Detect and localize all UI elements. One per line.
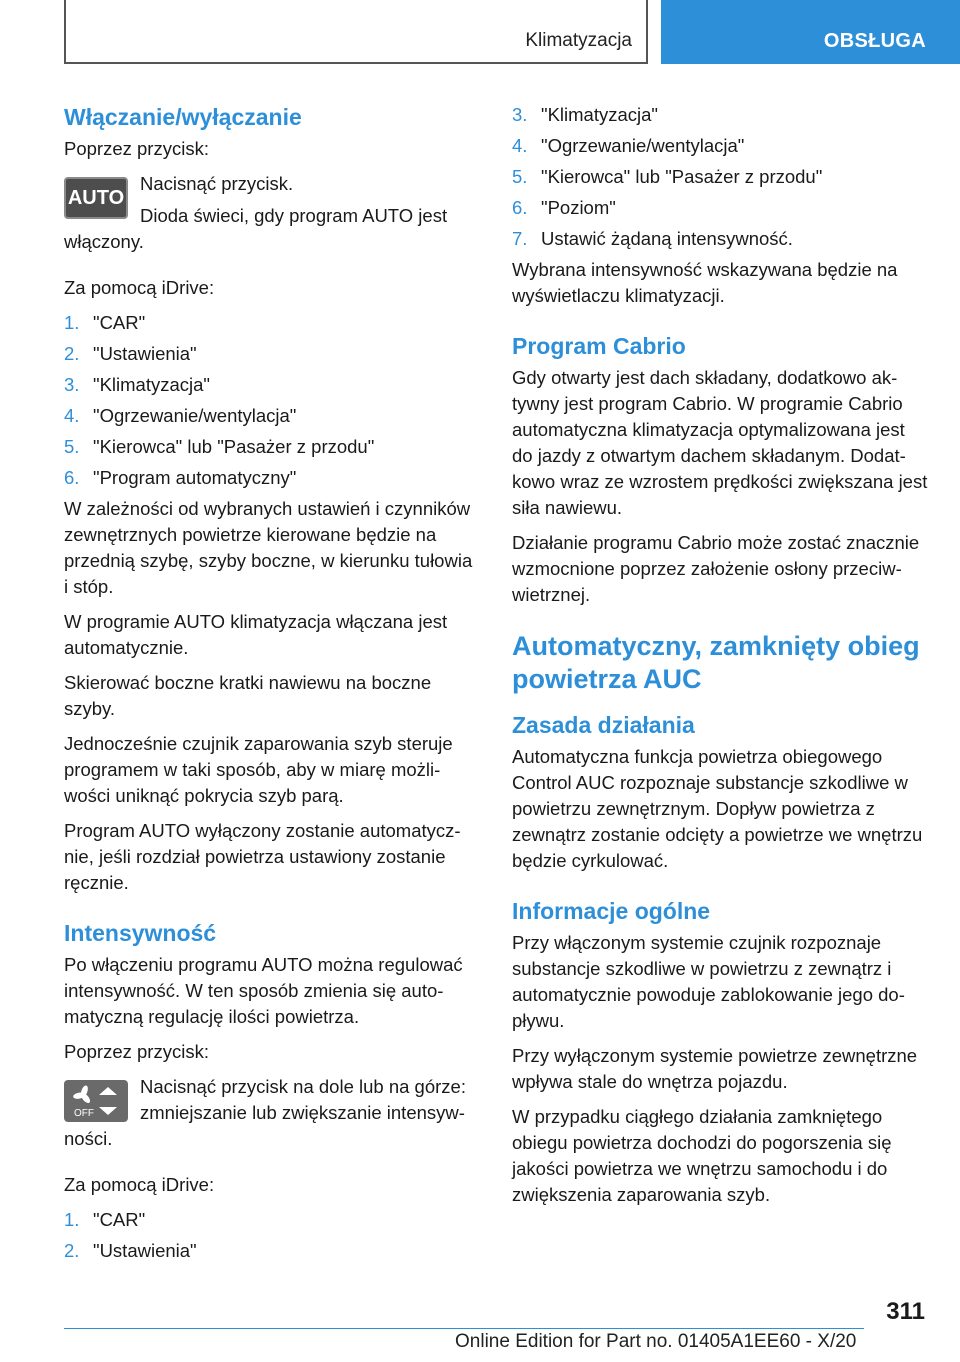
paragraph: Nacisnąć przycisk. (140, 173, 294, 194)
paragraph: W zależności od wybranych ustawień i czynników zewnętrznych powietrze kierowane będzie na przednią szybę, szyby boczne, w kierunku tułowia i stóp. (64, 498, 473, 597)
step-number: 1. (64, 1209, 80, 1230)
list-item (64, 1207, 480, 1233)
list-item (512, 133, 928, 159)
step-text: "Ogrzewanie/wentylacja" (541, 135, 745, 156)
paragraph: Za pomocą iDrive: (64, 1174, 215, 1195)
step-number: 2. (64, 343, 80, 364)
paragraph: Skierować boczne kratki nawiewu na boczne szyby. (64, 672, 432, 719)
paragraph: Działanie programu Cabrio może zostać znacznie wzmocnione poprzez założenie osłony przeciwwietrznej. (512, 532, 920, 605)
step-number: 4. (512, 135, 528, 156)
list-item (512, 226, 928, 252)
paragraph: Za pomocą iDrive: (64, 277, 215, 298)
step-text: "Ustawienia" (93, 343, 197, 364)
paragraph: Nacisnąć przycisk na dole lub na górze: zmniejszanie lub zwiększanie intensywności. (64, 1076, 466, 1149)
step-text: "Ustawienia" (93, 1240, 197, 1261)
list-item (64, 434, 480, 460)
fan-icon (64, 1080, 128, 1122)
fan-off-label: OFF (74, 1108, 94, 1119)
list-item (64, 372, 480, 398)
heading-general-info: Informacje ogólne (512, 898, 711, 924)
list-item (512, 164, 928, 190)
step-text: "CAR" (93, 1209, 146, 1230)
list-item (512, 195, 928, 221)
fan-intensity-button-icon (64, 1080, 128, 1122)
step-number: 3. (512, 104, 528, 125)
step-text: "Ogrzewanie/wentylacja" (93, 405, 297, 426)
auto-button-icon (64, 177, 128, 219)
heading-auc: Automatyczny, zamknięty obieg powietrza AUC (512, 631, 920, 694)
paragraph: Przy wyłączonym systemie powietrze zewnętrzne wpływa stale do wnętrza pojazdu. (512, 1045, 918, 1092)
footer-divider (64, 1328, 864, 1329)
step-number: 3. (64, 374, 80, 395)
header-chapter-box (64, 0, 648, 64)
left-column (64, 102, 480, 1269)
fan-button-instruction (64, 1074, 480, 1158)
step-number: 2. (64, 1240, 80, 1261)
paragraph: Dioda świeci, gdy program AUTO jest włączony. (64, 205, 448, 252)
paragraph: Jednocześnie czujnik zaparowania szyb steruje programem w taki sposób, aby w miarę możliwości uniknąć pokrycia szyb parą. (64, 733, 453, 806)
step-text: "Klimatyzacja" (93, 374, 210, 395)
footer-edition: Online Edition for Part no. 01405A1EE60 - X/20 (455, 1331, 857, 1352)
list-item (64, 465, 480, 491)
page-number: 311 (886, 1298, 925, 1325)
step-text: "Klimatyzacja" (541, 104, 658, 125)
heading-on-off: Włączanie/wyłączanie (64, 104, 302, 130)
idrive-steps-list-continued (512, 102, 928, 252)
step-text: "Program automatyczny" (93, 467, 297, 488)
list-item (64, 310, 480, 336)
paragraph: W przypadku ciągłego działania zamkniętego obiegu powietrza dochodzi do pogorszenia się jakości powietrza we wnętrzu samochodu i do zwiększenia zaparowania szyb. (512, 1106, 892, 1205)
list-item (64, 1238, 480, 1264)
step-text: "Poziom" (541, 197, 616, 218)
heading-intensity: Intensywność (64, 920, 217, 946)
heading-cabrio: Program Cabrio (512, 333, 686, 359)
step-number: 7. (512, 228, 528, 249)
step-number: 4. (64, 405, 80, 426)
section-title: OBSŁUGA (823, 30, 926, 52)
paragraph: Po włączeniu programu AUTO można regulować intensywność. W ten sposób zmienia się automatyczną regulację ilości powietrza. (64, 954, 463, 1027)
paragraph: W programie AUTO klimatyzacja włączana jest automatycznie. (64, 611, 448, 658)
paragraph: Poprzez przycisk: (64, 138, 209, 159)
header-section-tab (661, 0, 960, 64)
list-item (64, 341, 480, 367)
step-number: 6. (512, 197, 528, 218)
idrive-steps-list-2 (64, 1207, 480, 1264)
step-number: 5. (512, 166, 528, 187)
paragraph: Przy włączonym systemie czujnik rozpoznaje substancje szkodliwe w powietrzu z zewnątrz i automatycznie powoduje zablokowanie jego dopływu. (512, 932, 905, 1031)
step-text: Ustawić żądaną intensywność. (541, 228, 793, 249)
step-text: "Kierowca" lub "Pasażer z przodu" (93, 436, 375, 457)
paragraph: Gdy otwarty jest dach składany, dodatkowo aktywny jest program Cabrio. W programie Cabrio automatyczna klimatyzacja optymalizowana jest do jazdy z otwartym dachem składanym. Dodatkowo wraz ze wzrostem prędkości zwiększana jest siła nawiewu. (512, 367, 928, 518)
auto-icon-label: AUTO (67, 186, 125, 209)
paragraph: Automatyczna funkcja powietrza obiegowego Control AUC rozpoznaje substancje szkodliwe w powietrzu zewnętrznym. Dopływ powietrza z zewnątrz zostanie odcięty a powietrze we wnętrzu będzie cyrkulować. (512, 746, 923, 871)
heading-principle: Zasada działania (512, 712, 695, 738)
list-item (64, 403, 480, 429)
step-number: 1. (64, 312, 80, 333)
step-text: "CAR" (93, 312, 146, 333)
paragraph: Poprzez przycisk: (64, 1041, 209, 1062)
step-text: "Kierowca" lub "Pasażer z przodu" (541, 166, 823, 187)
list-item (512, 102, 928, 128)
paragraph: Wybrana intensywność wskazywana będzie na wyświetlaczu klimatyzacji. (512, 259, 898, 306)
idrive-steps-list (64, 310, 480, 491)
right-column (512, 102, 928, 1217)
step-number: 5. (64, 436, 80, 457)
auto-button-instruction (64, 171, 480, 261)
paragraph: Program AUTO wyłączony zostanie automatycznie, jeśli rozdział powietrza ustawiony zostanie ręcznie. (64, 820, 461, 893)
chapter-title: Klimatyzacja (525, 30, 632, 51)
step-number: 6. (64, 467, 80, 488)
